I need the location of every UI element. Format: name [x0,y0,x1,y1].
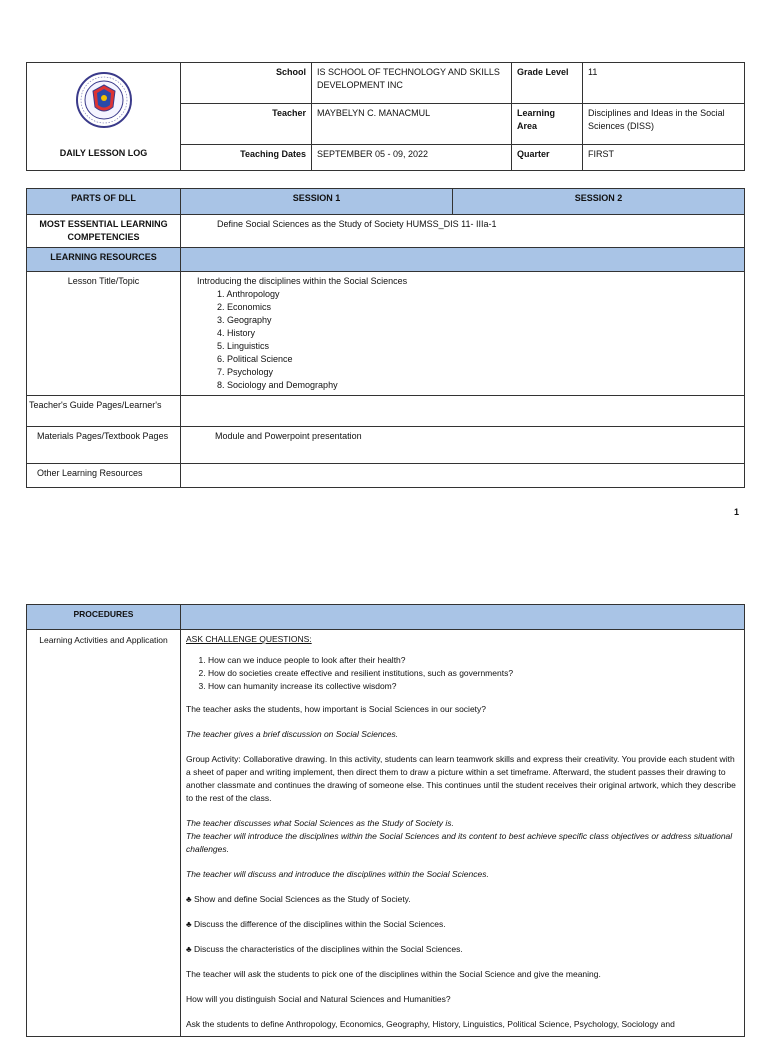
col-session-2: SESSION 2 [453,189,745,215]
proc-bullet: ♣ Discuss the difference of the disciplines within the Social Sciences. [186,919,446,929]
resources-empty [181,248,745,272]
topic-label: Lesson Title/Topic [27,272,181,396]
topic-item: 5. Linguistics [217,341,270,351]
proc-para-8: Ask the students to define Anthropology, Economics, Geography, History, Linguistics, Political Science, Psychology, Sociology and [186,1019,675,1029]
tg-label: Teacher's Guide Pages/Learner's [27,396,181,427]
proc-para-6: The teacher will ask the students to pick one of the disciplines within the Social Science and give the meaning. [186,969,601,979]
melc-label: MOST ESSENTIAL LEARNING COMPETENCIES [27,215,181,248]
proc-para-3: Group Activity: Collaborative drawing. In this activity, students can learn teamwork skills and express their creativity. You provide each student with a sheet of paper and writing implement, then direct them to draw a picture within a set timeframe. Afterward, the student passes their drawing to another classmate and continues the drawing of someone else. This continues until the student receives their original artwork, which they describe to the rest of the class. [186,754,736,803]
proc-bullet: ♣ Discuss the characteristics of the disciplines within the Social Sciences. [186,944,463,954]
school-label: School [181,63,312,104]
proc-para-7: How will you distinguish Social and Natural Sciences and Humanities? [186,994,451,1004]
materials-value: Module and Powerpoint presentation [181,427,745,464]
col-session-1: SESSION 1 [181,189,453,215]
other-label: Other Learning Resources [27,464,181,488]
proc-para-4a: The teacher discusses what Social Sciences as the Study of Society is. [186,818,454,828]
page-number: 1 [734,507,740,517]
question-item: 1. How can we induce people to look after their health? [208,654,739,667]
proc-para-2: The teacher gives a brief discussion on Social Sciences. [186,729,399,739]
teacher-value: MAYBELYN C. MANACMUL [312,104,512,145]
logo-cell [27,63,181,171]
topic-list [197,288,739,392]
materials-label: Materials Pages/Textbook Pages [27,427,181,464]
topic-item: 2. Economics [217,302,272,312]
challenge-questions [186,654,739,693]
question-item: 3. How can humanity increase its collective wisdom? [208,680,739,693]
dll-title: DAILY LESSON LOG [59,148,148,158]
topic-item: 8. Sociology and Demography [217,380,338,390]
area-value: Disciplines and Ideas in the Social Sciences (DISS) [583,104,745,145]
deped-seal-icon [75,71,133,129]
dll-table [26,188,745,488]
proc-para-5: The teacher will discuss and introduce the disciplines within the Social Sciences. [186,869,489,879]
col-procedures: PROCEDURES [27,605,181,630]
topic-item: 6. Political Science [217,354,293,364]
topic-cell [181,272,745,396]
quarter-label: Quarter [512,145,583,171]
activities-label: Learning Activities and Application [27,630,181,1037]
topic-item: 1. Anthropology [217,289,280,299]
quarter-value: FIRST [583,145,745,171]
tg-value [181,396,745,427]
procedures-table [26,604,745,1037]
proc-para-1: The teacher asks the students, how important is Social Sciences in our society? [186,704,487,714]
area-label: Learning Area [512,104,583,145]
grade-value: 11 [583,63,745,104]
dates-label: Teaching Dates [181,145,312,171]
topic-item: 3. Geography [217,315,272,325]
proc-bullet: ♣ Show and define Social Sciences as the Study of Society. [186,894,411,904]
melc-value: Define Social Sciences as the Study of Society HUMSS_DIS 11- IIIa-1 [181,215,745,248]
resources-label: LEARNING RESOURCES [27,248,181,272]
proc-para-4b: The teacher will introduce the disciplines within the Social Sciences and its content to best achieve specific class objectives or address situational challenges. [186,831,733,854]
col-parts: PARTS OF DLL [27,189,181,215]
procedures-header-empty [181,605,745,630]
school-value: IS SCHOOL OF TECHNOLOGY AND SKILLS DEVELOPMENT INC [312,63,512,104]
challenge-heading: ASK CHALLENGE QUESTIONS: [186,634,312,644]
header-table [26,62,745,171]
activities-content [181,630,745,1037]
grade-label: Grade Level [512,63,583,104]
dates-value: SEPTEMBER 05 - 09, 2022 [312,145,512,171]
question-item: 2. How do societies create effective and resilient institutions, such as governments? [208,667,739,680]
topic-intro: Introducing the disciplines within the Social Sciences [197,276,408,286]
teacher-label: Teacher [181,104,312,145]
topic-item: 7. Psychology [217,367,274,377]
other-value [181,464,745,488]
topic-item: 4. History [217,328,256,338]
